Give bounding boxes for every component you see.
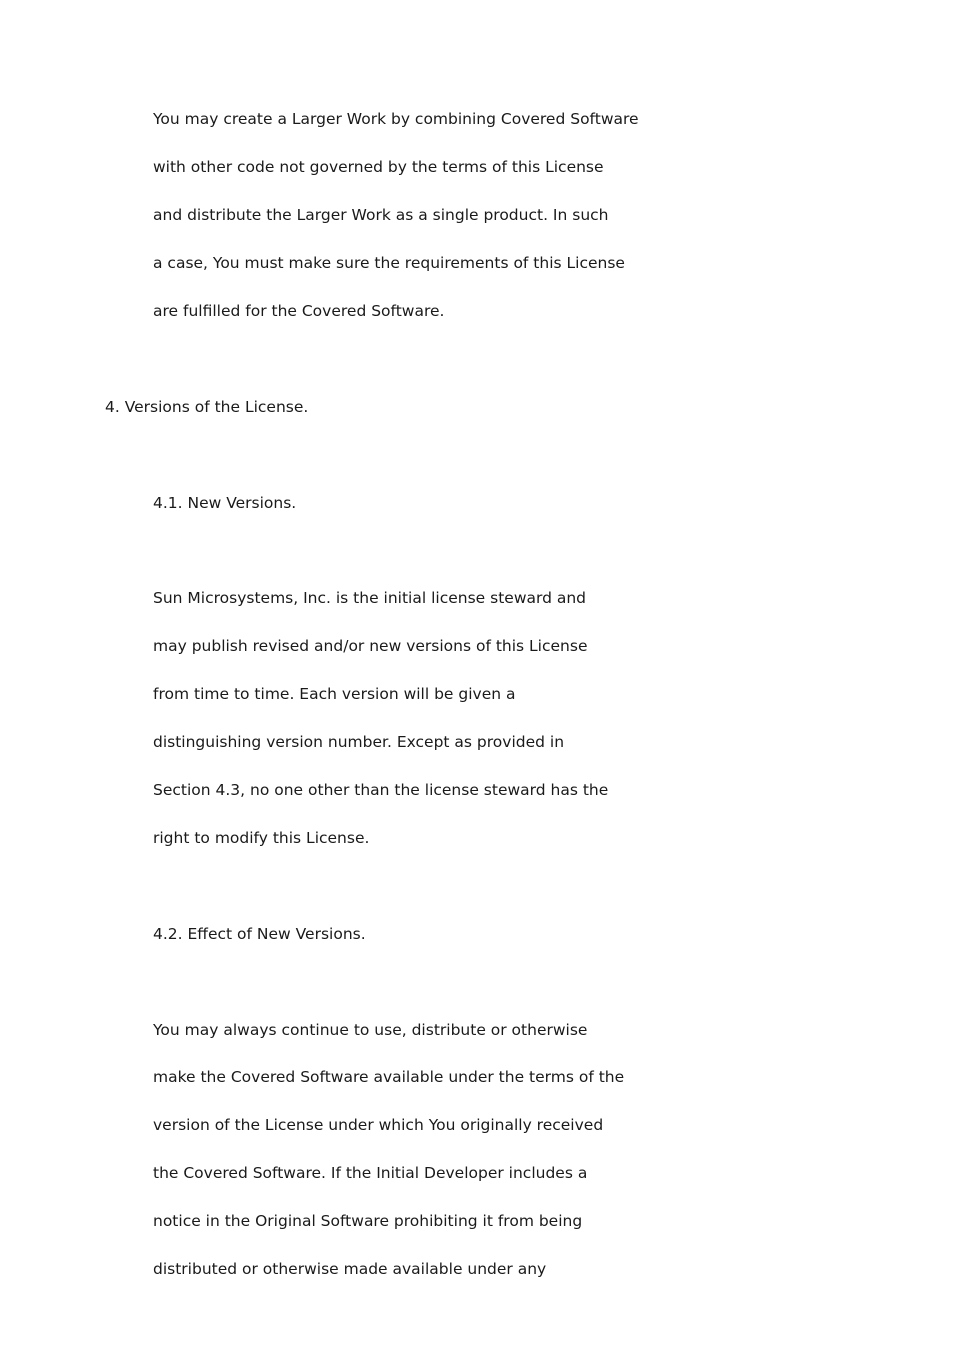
text-line: You may create a Larger Work by combining Covered Software xyxy=(153,110,639,128)
text-line: Sun Microsystems, Inc. is the initial license steward and xyxy=(153,589,587,607)
text-line: from time to time. Each version will be given a xyxy=(153,685,516,703)
text-line: the Covered Software. If the Initial Developer includes a xyxy=(153,1164,588,1182)
text-line: may publish revised and/or new versions of this License xyxy=(153,637,588,655)
text-line: make the Covered Software available under the terms of the xyxy=(153,1068,625,1086)
text-line: You may always continue to use, distribute or otherwise xyxy=(153,1021,588,1039)
text-line: are fulfilled for the Covered Software. xyxy=(153,302,445,320)
section-heading-4: 4. Versions of the License. xyxy=(105,398,309,416)
text-line: distinguishing version number. Except as provided in xyxy=(153,733,565,751)
text-line: with other code not governed by the terms of this License xyxy=(153,158,604,176)
text-line: and distribute the Larger Work as a single product. In such xyxy=(153,206,609,224)
text-line: notice in the Original Software prohibiting it from being xyxy=(153,1212,583,1230)
text-line: version of the License under which You originally received xyxy=(153,1116,604,1134)
section-heading-4-1: 4.1. New Versions. xyxy=(153,494,297,512)
text-line: a case, You must make sure the requirements of this License xyxy=(153,254,625,272)
text-line: Section 4.3, no one other than the license steward has the xyxy=(153,781,609,799)
text-line: right to modify this License. xyxy=(153,829,370,847)
section-heading-4-2: 4.2. Effect of New Versions. xyxy=(153,925,366,943)
text-line: distributed or otherwise made available under any xyxy=(153,1260,547,1278)
